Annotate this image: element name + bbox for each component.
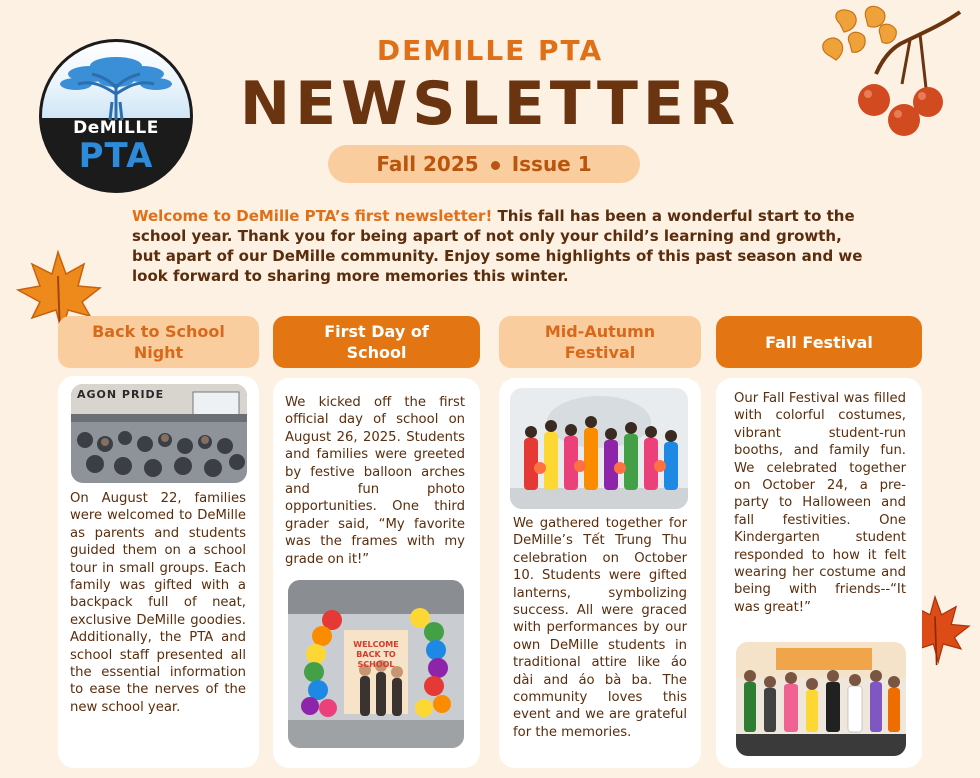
section-title: Fall Festival bbox=[765, 332, 873, 352]
org-title: DEMILLE PTA bbox=[376, 34, 604, 67]
photo-back-to-school-night bbox=[71, 384, 247, 483]
section-header-fall-festival bbox=[716, 316, 922, 368]
logo-pta: PTA bbox=[78, 136, 154, 176]
logo-word: DeMILLE bbox=[73, 118, 159, 138]
section-body: Our Fall Festival was filled with colorful costumes, vibrant student-run booths, and family fun. We celebrated together on October 24, a pre-party to Halloween and fall festivities. One Kindergarten student responded to how it felt wearing her costume and being with friends--“It was great!” bbox=[734, 391, 906, 615]
photo-mid-autumn-festival bbox=[510, 388, 688, 509]
demille-pta-logo bbox=[42, 42, 190, 190]
section-header-back-to-school bbox=[58, 316, 259, 368]
card-back-to-school bbox=[58, 376, 259, 768]
section-body: We kicked off the first official day of school on August 26, 2025. Students and families were greeted by festive balloon arches and fun photo opportunities. One third grader said, “My favorite was the frames with my grade on it!” bbox=[285, 395, 465, 567]
section-title: Back to School Night bbox=[92, 322, 225, 362]
section-body: On August 22, families were welcomed to DeMille as parents and students guided them on a school tour in small groups. Each family was gifted with a backpack full of neat, exclusive DeMille goodies. Additionally, the PTA and school staff presented all the essential information to ease the nerves of the new school year. bbox=[70, 491, 246, 715]
card-mid-autumn bbox=[499, 378, 701, 768]
newsletter-title: NEWSLETTER bbox=[239, 69, 741, 139]
section-title: Mid-Autumn Festival bbox=[544, 322, 656, 362]
season-label: Fall 2025 bbox=[376, 152, 479, 176]
card-fall-festival bbox=[716, 378, 922, 768]
intro-lead: Welcome to DeMille PTA’s first newsletter! bbox=[132, 207, 493, 225]
tree-icon bbox=[56, 50, 176, 122]
issue-badge bbox=[328, 145, 640, 183]
section-body: We gathered together for DeMille’s Tết Trung Thu celebration on October 10. Students were gifted lanterns, symbolizing success. All were graced with performances by our own DeMille students in traditional attire like áo dài and áo bà ba. The community loves this event and we are grateful for the memories. bbox=[513, 516, 687, 740]
berry-branch-icon bbox=[800, 4, 970, 144]
section-title: First Day of School bbox=[324, 322, 429, 362]
card-first-day bbox=[273, 378, 480, 768]
gym-banner-text: AGON PRIDE bbox=[77, 388, 165, 401]
issue-label: Issue 1 bbox=[511, 152, 592, 176]
section-header-mid-autumn bbox=[499, 316, 701, 368]
intro-text: This fall has been a wonderful start to the school year. Thank you for being apart of not only your child’s learning and growth, but apart of our DeMille community. Enjoy some highlights of this past season and we look forward to sharing more memories this winter. bbox=[132, 207, 863, 285]
intro-paragraph bbox=[132, 206, 870, 286]
bullet-dot-icon bbox=[491, 161, 500, 170]
section-header-first-day bbox=[273, 316, 480, 368]
welcome-sign-text: WELCOME BACK TO SCHOOL bbox=[353, 640, 399, 669]
photo-fall-festival bbox=[736, 642, 906, 756]
photo-first-day bbox=[288, 580, 464, 748]
